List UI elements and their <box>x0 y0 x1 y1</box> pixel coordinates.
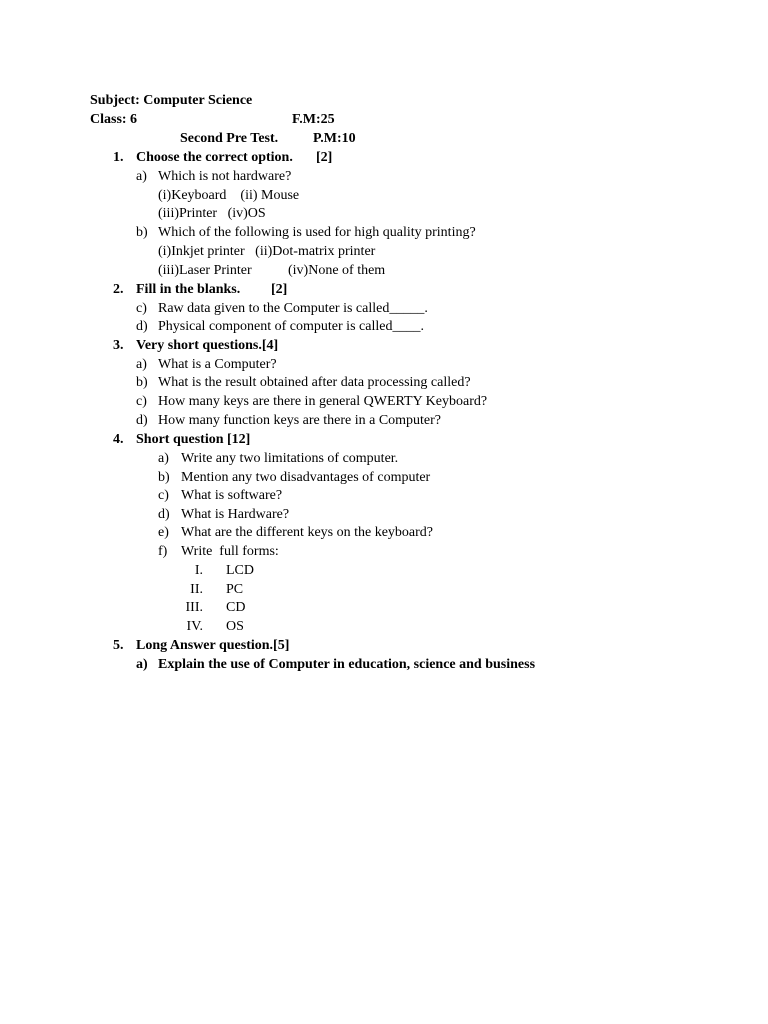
q2d-text: Physical component of computer is called____. <box>158 319 424 334</box>
q4a-text: Write any two limitations of computer. <box>181 451 399 466</box>
form-item-os: OS <box>226 619 244 634</box>
q1a-text: Which is not hardware? <box>158 169 292 184</box>
q2-number: 2. <box>113 282 124 297</box>
q3d-label: d) <box>136 413 148 428</box>
q1a-label: a) <box>136 169 147 184</box>
q1-number: 1. <box>113 150 124 165</box>
q1b-option-iii: (iii)Laser Printer <box>158 263 252 278</box>
form-number-1: I. <box>194 563 203 578</box>
q3a-text: What is a Computer? <box>158 357 277 372</box>
q3b-label: b) <box>136 375 148 390</box>
q3b-text: What is the result obtained after data processing called? <box>158 375 471 390</box>
q3c-label: c) <box>136 394 147 409</box>
q4e-label: e) <box>158 525 169 540</box>
q2c-text: Raw data given to the Computer is called_____. <box>158 301 428 316</box>
q3d-text: How many function keys are there in a Computer? <box>158 413 442 428</box>
q1b-label: b) <box>136 225 148 240</box>
q4f-label: f) <box>158 544 168 559</box>
q4b-text: Mention any two disadvantages of computer <box>181 470 431 485</box>
q1b-text: Which of the following is used for high quality printing? <box>158 225 476 240</box>
form-number-2: II. <box>190 582 203 597</box>
q2c-label: c) <box>136 301 147 316</box>
full-marks: F.M:25 <box>292 112 335 127</box>
q4d-text: What is Hardware? <box>181 507 290 522</box>
q5-number: 5. <box>113 638 124 653</box>
form-item-lcd: LCD <box>226 563 254 578</box>
q3c-text: How many keys are there in general QWERTY Keyboard? <box>158 394 488 409</box>
q3-number: 3. <box>113 338 124 353</box>
q1a-options-1: (i)Keyboard (ii) Mouse <box>158 188 300 203</box>
q1-marks: [2] <box>316 150 333 165</box>
q3-title: Very short questions.[4] <box>136 338 279 353</box>
q4e-text: What are the different keys on the keyboard? <box>181 525 434 540</box>
form-number-4: IV. <box>186 619 203 634</box>
q4c-text: What is software? <box>181 488 283 503</box>
q5-title: Long Answer question.[5] <box>136 638 290 653</box>
class-line: Class: 6 <box>90 112 138 127</box>
form-number-3: III. <box>185 600 203 615</box>
q4b-label: b) <box>158 470 170 485</box>
q2d-label: d) <box>136 319 148 334</box>
subject-line: Subject: Computer Science <box>90 93 253 108</box>
q3a-label: a) <box>136 357 147 372</box>
q4f-text: Write full forms: <box>181 544 279 559</box>
q4c-label: c) <box>158 488 169 503</box>
q4d-label: d) <box>158 507 170 522</box>
q5a-label: a) <box>136 657 148 672</box>
form-item-cd: CD <box>226 600 246 615</box>
q2-marks: [2] <box>271 282 288 297</box>
q4-number: 4. <box>113 432 124 447</box>
form-item-pc: PC <box>226 582 244 597</box>
q4-title: Short question [12] <box>136 432 251 447</box>
q1b-option-iv: (iv)None of them <box>288 263 386 278</box>
q2-title: Fill in the blanks. <box>136 282 241 297</box>
q1b-options-1: (i)Inkjet printer (ii)Dot-matrix printer <box>158 244 376 259</box>
q5a-text: Explain the use of Computer in education, science and business <box>158 657 536 672</box>
q1-title: Choose the correct option. <box>136 150 293 165</box>
q4a-label: a) <box>158 451 169 466</box>
pass-marks: P.M:10 <box>313 131 356 146</box>
q1a-options-2: (iii)Printer (iv)OS <box>158 206 266 221</box>
test-title: Second Pre Test. <box>180 131 279 146</box>
